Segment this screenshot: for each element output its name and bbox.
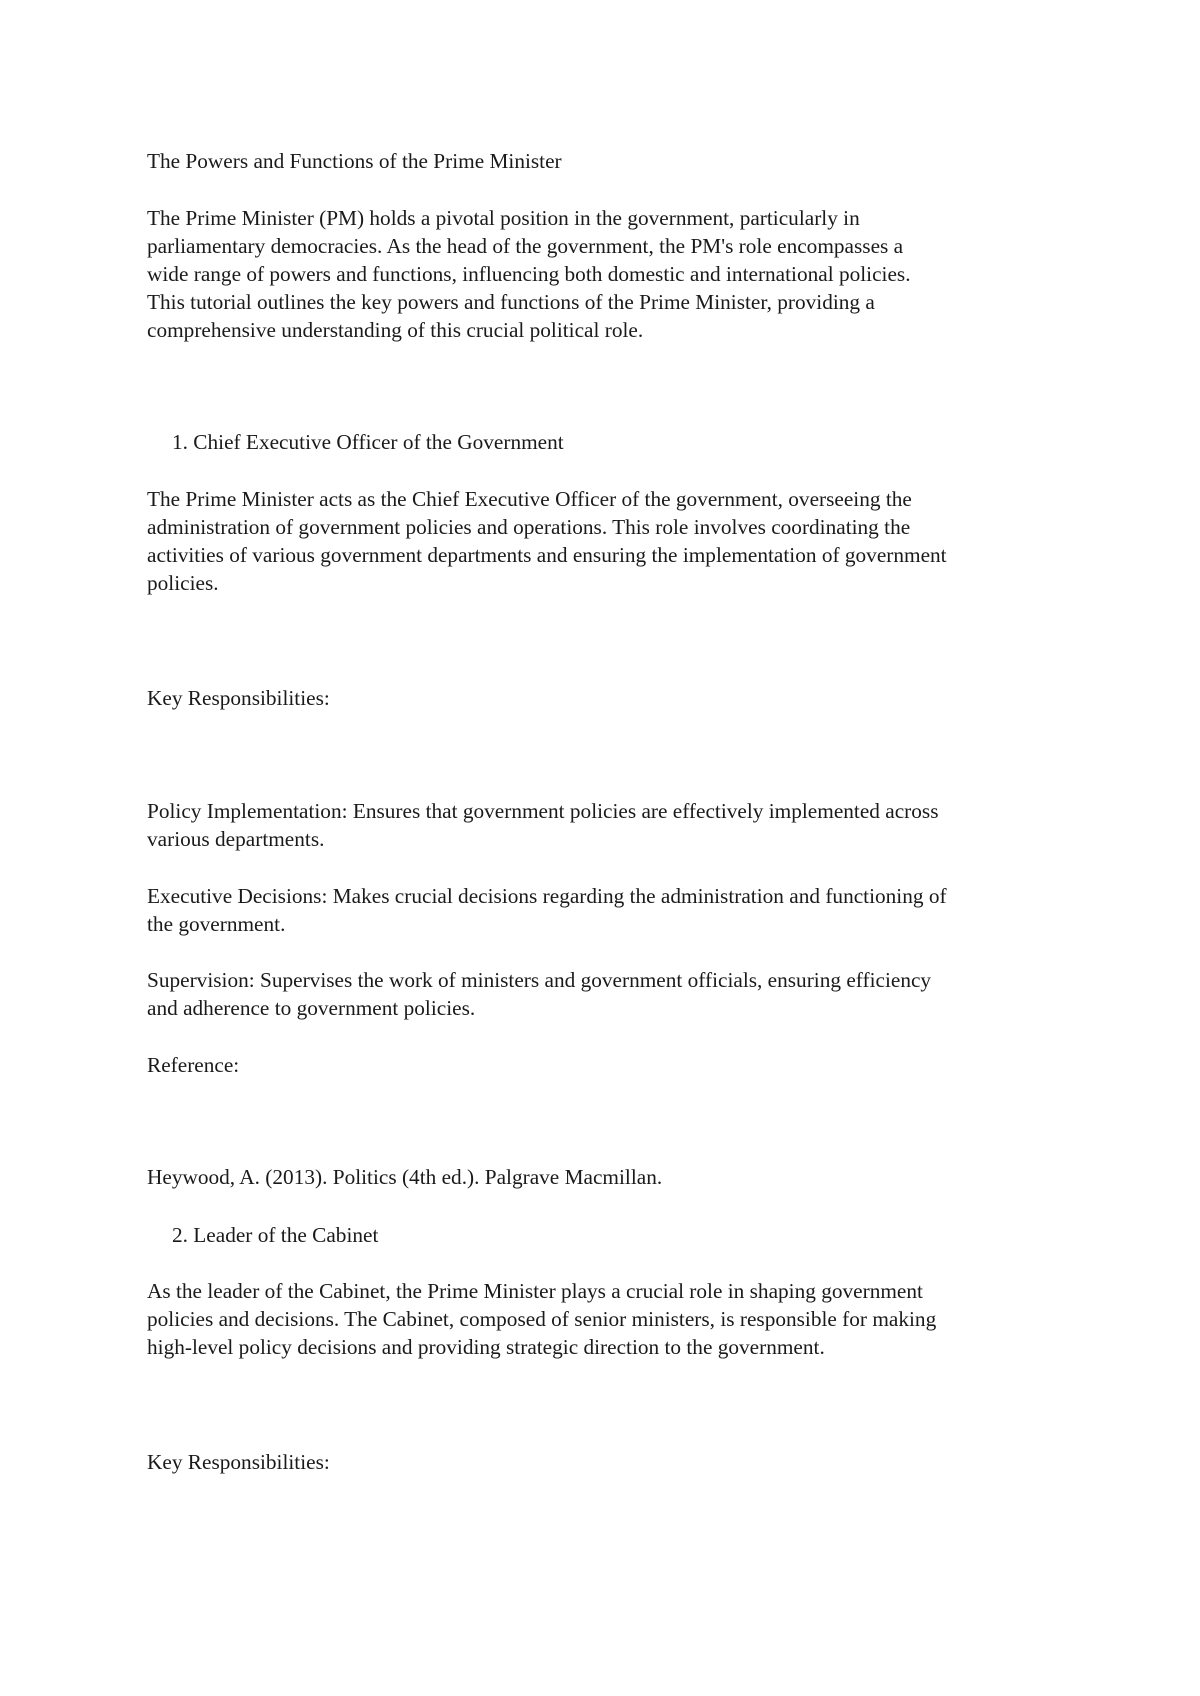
intro-line: This tutorial outlines the key powers and functions of the Prime Minister, providing a <box>147 290 875 314</box>
responsibility-item-policy-implementation: various departments. <box>147 827 325 851</box>
responsibility-item-supervision: and adherence to government policies. <box>147 996 476 1020</box>
section-2-body-line: policies and decisions. The Cabinet, composed of senior ministers, is responsible for making <box>147 1307 937 1331</box>
responsibility-item-supervision: Supervision: Supervises the work of ministers and government officials, ensuring efficiency <box>147 968 932 992</box>
intro-line: wide range of powers and functions, influencing both domestic and international policies. <box>147 262 911 286</box>
responsibility-item-executive-decisions: Executive Decisions: Makes crucial decisions regarding the administration and functioning of <box>147 884 947 908</box>
reference-label: Reference: <box>147 1053 240 1077</box>
intro-line: The Prime Minister (PM) holds a pivotal position in the government, particularly in <box>147 206 860 230</box>
section-2-heading: 2. Leader of the Cabinet <box>172 1223 379 1247</box>
responsibility-item-executive-decisions: the government. <box>147 912 286 936</box>
reference-citation: Heywood, A. (2013). Politics (4th ed.). Palgrave Macmillan. <box>147 1165 663 1189</box>
document-title: The Powers and Functions of the Prime Minister <box>147 149 562 173</box>
section-1-body-line: activities of various government departments and ensuring the implementation of government <box>147 543 947 567</box>
responsibility-item-policy-implementation: Policy Implementation: Ensures that government policies are effectively implemented across <box>147 799 939 823</box>
section-1-body-line: administration of government policies and operations. This role involves coordinating the <box>147 515 911 539</box>
section-2-key-responsibilities-label: Key Responsibilities: <box>147 1450 330 1474</box>
section-1-body-line: The Prime Minister acts as the Chief Executive Officer of the government, overseeing the <box>147 487 912 511</box>
section-2-body-line: As the leader of the Cabinet, the Prime Minister plays a crucial role in shaping government <box>147 1279 923 1303</box>
section-1-heading: 1. Chief Executive Officer of the Government <box>172 430 564 454</box>
section-2-body-line: high-level policy decisions and providing strategic direction to the government. <box>147 1335 825 1359</box>
intro-line: parliamentary democracies. As the head of the government, the PM's role encompasses a <box>147 234 904 258</box>
section-1-body-line: policies. <box>147 571 219 595</box>
intro-line: comprehensive understanding of this crucial political role. <box>147 318 644 342</box>
section-1-key-responsibilities-label: Key Responsibilities: <box>147 686 330 710</box>
